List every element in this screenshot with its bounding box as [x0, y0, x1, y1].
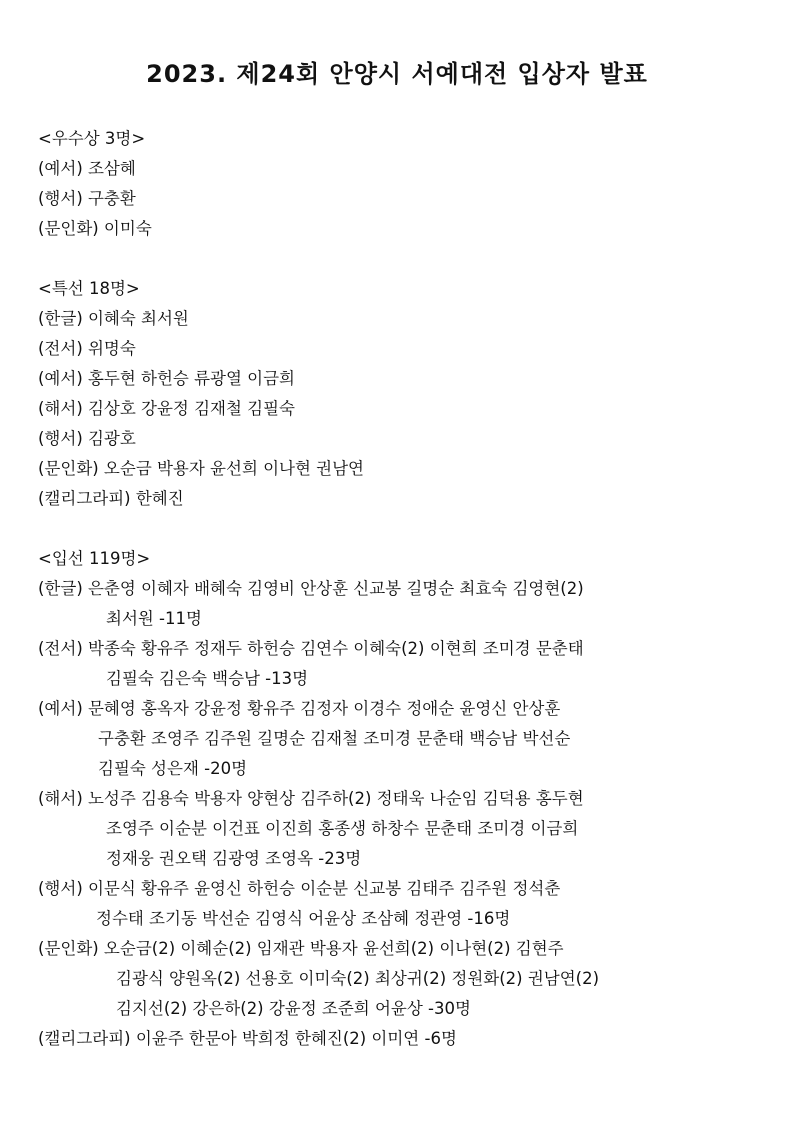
award-line: (한글) 은춘영 이혜자 배혜숙 김영비 안상훈 신교봉 길명순 최효숙 김영현(2) [38, 579, 584, 598]
section-header-excellence: <우수상 3명> [38, 129, 146, 148]
award-line: (문인화) 이미숙 [38, 219, 152, 238]
award-line: (해서) 김상호 강윤정 김재철 김필숙 [38, 399, 295, 418]
section-spacer [38, 244, 778, 274]
section-spacer [38, 514, 778, 544]
award-line: (전서) 위명숙 [38, 339, 136, 358]
section-header-selected: <입선 119명> [38, 549, 151, 568]
award-line: (예서) 조삼혜 [38, 159, 136, 178]
award-line: (캘리그라피) 이윤주 한문아 박희정 한혜진(2) 이미연 -6명 [38, 1029, 457, 1048]
award-line: (예서) 홍두현 하헌승 류광열 이금희 [38, 369, 295, 388]
award-line-continued: 조영주 이순분 이건표 이진희 홍종생 하창수 문춘태 조미경 이금희 [106, 819, 579, 838]
award-line-continued: 김지선(2) 강은하(2) 강윤정 조준희 어윤상 -30명 [116, 999, 471, 1018]
award-line: (캘리그라피) 한혜진 [38, 489, 184, 508]
award-line: (문인화) 오순금(2) 이혜순(2) 임재관 박용자 윤선희(2) 이나현(2) 김현주 [38, 939, 564, 958]
award-line: (전서) 박종숙 황유주 정재두 하헌승 김연수 이혜숙(2) 이현희 조미경 문춘태 [38, 639, 584, 658]
award-line-continued: 최서원 -11명 [106, 609, 202, 628]
award-line: (행서) 김광호 [38, 429, 136, 448]
award-line: (문인화) 오순금 박용자 윤선희 이나현 권남연 [38, 459, 365, 478]
award-line-continued: 김광식 양원옥(2) 선용호 이미숙(2) 최상귀(2) 정원화(2) 권남연(2) [116, 969, 600, 988]
award-line: (예서) 문혜영 홍옥자 강윤정 황유주 김정자 이경수 정애순 윤영신 안상훈 [38, 699, 561, 718]
award-line: (행서) 구충환 [38, 189, 136, 208]
document-body [38, 124, 778, 1054]
award-line: (한글) 이혜숙 최서원 [38, 309, 189, 328]
award-line-continued: 구충환 조영주 김주원 길명순 김재철 조미경 문춘태 백승남 박선순 [98, 729, 571, 748]
award-line-continued: 김필숙 김은숙 백승남 -13명 [106, 669, 309, 688]
section-header-special: <특선 18명> [38, 279, 140, 298]
award-line-continued: 정재웅 권오택 김광영 조영옥 -23명 [106, 849, 362, 868]
page-title: 2023. 제24회 안양시 서예대전 입상자 발표 [146, 60, 648, 88]
award-line: (해서) 노성주 김용숙 박용자 양현상 김주하(2) 정태욱 나순임 김덕용 홍두현 [38, 789, 584, 808]
award-line-continued: 정수태 조기동 박선순 김영식 어윤상 조삼혜 정관영 -16명 [96, 909, 511, 928]
award-line: (행서) 이문식 황유주 윤영신 하헌승 이순분 신교봉 김태주 김주원 정석춘 [38, 879, 561, 898]
award-line-continued: 김필숙 성은재 -20명 [98, 759, 248, 778]
